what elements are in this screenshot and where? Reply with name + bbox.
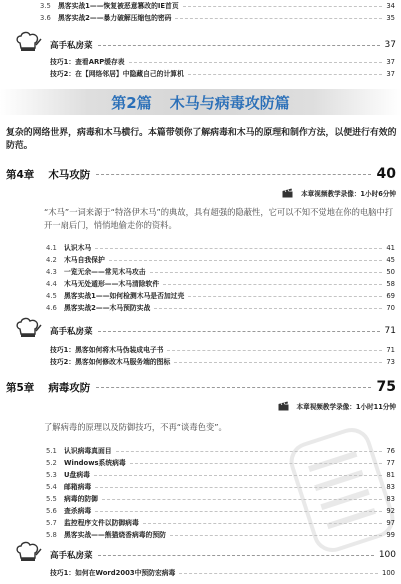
chapter-title: 木马攻防 xyxy=(48,168,91,181)
part-intro: 复杂的网络世界，病毒和木马横行。本篇带领你了解病毒和木马的原理和制作方法，以便进行有效的防范。 xyxy=(6,128,397,151)
page-number: 71 xyxy=(386,346,395,354)
item-title: 黑客实战1——恢复被恶意篡改的IE首页 xyxy=(58,2,179,10)
chapter-tips-heading[interactable] xyxy=(50,547,396,563)
toc-entry[interactable] xyxy=(46,290,395,302)
toc-entry[interactable] xyxy=(46,302,395,314)
dot-leader xyxy=(179,573,378,574)
toc-entry[interactable] xyxy=(50,567,395,579)
page-number: 83 xyxy=(386,495,395,503)
item-number: 4.5 xyxy=(46,292,57,300)
page-number: 37 xyxy=(386,70,395,78)
page-number: 100 xyxy=(382,569,395,577)
dot-leader xyxy=(96,387,370,388)
item-title: 技巧1：查看ARP缓存表 xyxy=(50,58,125,66)
item-title: U盘病毒 xyxy=(64,471,90,479)
page-number: 45 xyxy=(386,256,395,264)
page-number: 83 xyxy=(386,483,395,491)
toc-entry[interactable] xyxy=(50,68,395,80)
video-duration: 本章视频教学录像：1小时11分钟 xyxy=(296,403,396,411)
toc-entry[interactable] xyxy=(46,529,395,541)
item-title: Windows系统病毒 xyxy=(64,459,126,467)
toc-entry[interactable] xyxy=(46,493,395,505)
item-number: 5.4 xyxy=(46,483,57,491)
page-number: 73 xyxy=(386,358,395,366)
chapter-page: 75 xyxy=(376,379,396,395)
chapter-page: 40 xyxy=(376,166,396,182)
chapter-intro: 了解病毒的原理以及防御技巧，不再“谈毒色变”。 xyxy=(44,422,227,432)
dot-leader xyxy=(98,555,374,556)
film-clapper-icon xyxy=(282,188,293,198)
tips-heading-label: 高手私房菜 xyxy=(50,327,93,337)
item-number: 4.6 xyxy=(46,304,57,312)
page-number: 58 xyxy=(386,280,395,288)
item-title: 黑客实战——熊猫烧香病毒的预防 xyxy=(64,531,166,539)
toc-entry[interactable] xyxy=(46,481,395,493)
page-number: 37 xyxy=(386,58,395,66)
page-number: 76 xyxy=(386,447,395,455)
dot-leader xyxy=(130,463,383,464)
dot-leader xyxy=(95,248,382,249)
item-number: 5.7 xyxy=(46,519,57,527)
item-title: 技巧2：黑客如何修改木马服务端的图标 xyxy=(50,358,171,366)
chef-hat-icon xyxy=(14,316,42,344)
page-number: 71 xyxy=(384,326,396,336)
toc-entry[interactable] xyxy=(46,266,395,278)
chapter-heading[interactable] xyxy=(6,377,396,397)
part-label: 第2篇 xyxy=(111,93,152,112)
chapter-items xyxy=(46,445,395,541)
item-title: 认识木马 xyxy=(64,244,92,252)
dot-leader xyxy=(170,535,382,536)
chapter-heading[interactable] xyxy=(6,164,396,184)
item-title: 一览无余——常见木马攻击 xyxy=(64,268,146,276)
video-info xyxy=(278,400,396,412)
chapter-tips-items xyxy=(50,567,395,579)
chapter-tips-items xyxy=(50,344,395,368)
toc-entry[interactable] xyxy=(40,12,395,24)
dot-leader xyxy=(163,284,382,285)
chapter-intro: “木马”一词来源于“特洛伊木马”的典故，具有超强的隐蔽性，它可以不知不觉地在你的电脑中打开一扇后门，悄悄地偷走你的资料。 xyxy=(44,207,394,230)
prev-tips-heading[interactable] xyxy=(50,37,396,53)
item-title: 技巧1：黑客如何将木马伪装成电子书 xyxy=(50,346,164,354)
dot-leader xyxy=(143,523,383,524)
item-title: 黑客实战2——木马预防实战 xyxy=(64,304,151,312)
dot-leader xyxy=(98,45,380,46)
item-number: 4.3 xyxy=(46,268,57,276)
chef-hat-icon xyxy=(14,30,42,58)
video-duration: 本章视频教学录像：1小时6分钟 xyxy=(301,190,396,198)
item-number: 5.2 xyxy=(46,459,57,467)
dot-leader xyxy=(129,62,383,63)
item-number: 5.1 xyxy=(46,447,57,455)
dot-leader xyxy=(95,487,382,488)
toc-entry[interactable] xyxy=(46,469,395,481)
chef-hat-icon xyxy=(14,540,42,568)
dot-leader xyxy=(94,475,382,476)
item-number: 5.6 xyxy=(46,507,57,515)
chapter-label: 第5章 xyxy=(6,381,35,394)
page-number: 70 xyxy=(386,304,395,312)
item-number: 5.5 xyxy=(46,495,57,503)
prev-chapter-items xyxy=(40,0,395,24)
item-title: 木马自我保护 xyxy=(64,256,105,264)
page-number: 81 xyxy=(386,471,395,479)
item-title: 病毒的防御 xyxy=(64,495,98,503)
page-number: 92 xyxy=(386,507,395,515)
toc-entry[interactable] xyxy=(40,0,395,12)
page-number: 97 xyxy=(386,519,395,527)
dot-leader xyxy=(95,511,382,512)
page-number: 100 xyxy=(378,550,396,560)
chapter-items xyxy=(46,242,395,314)
film-clapper-icon xyxy=(278,401,289,411)
toc-entry[interactable] xyxy=(50,56,395,68)
item-number: 5.8 xyxy=(46,531,57,539)
dot-leader xyxy=(167,350,382,351)
chapter-title: 病毒攻防 xyxy=(48,381,91,394)
page-number: 69 xyxy=(386,292,395,300)
video-info xyxy=(282,187,396,199)
dot-leader xyxy=(154,308,382,309)
toc-entry[interactable] xyxy=(46,278,395,290)
toc-entry[interactable] xyxy=(46,254,395,266)
page-number: 35 xyxy=(386,14,395,22)
item-title: 黑客实战1——如何检测木马是否加过壳 xyxy=(64,292,185,300)
item-title: 监控程序文件以防御病毒 xyxy=(64,519,139,527)
item-number: 4.2 xyxy=(46,256,57,264)
page-number: 99 xyxy=(386,531,395,539)
toc-entry[interactable] xyxy=(50,344,395,356)
item-title: 技巧2：在【网络邻居】中隐藏自己的计算机 xyxy=(50,70,184,78)
dot-leader xyxy=(188,296,382,297)
dot-leader xyxy=(183,6,383,7)
item-title: 邮箱病毒 xyxy=(64,483,92,491)
dot-leader xyxy=(98,331,380,332)
item-number: 5.3 xyxy=(46,471,57,479)
dot-leader xyxy=(188,74,382,75)
toc-entry[interactable] xyxy=(46,505,395,517)
item-number: 4.4 xyxy=(46,280,57,288)
page-number: 34 xyxy=(386,2,395,10)
chapter-label: 第4章 xyxy=(6,168,35,181)
toc-entry[interactable] xyxy=(46,517,395,529)
toc-entry[interactable] xyxy=(46,242,395,254)
item-number: 3.5 xyxy=(40,2,51,10)
toc-entry[interactable] xyxy=(50,356,395,368)
toc-entry[interactable] xyxy=(46,457,395,469)
part-heading xyxy=(0,89,401,115)
item-number: 4.1 xyxy=(46,244,57,252)
item-title: 木马无处遁形——木马清除软件 xyxy=(64,280,160,288)
dot-leader xyxy=(175,18,382,19)
item-title: 技巧1：如何在Word2003中预防宏病毒 xyxy=(50,569,176,577)
dot-leader xyxy=(102,499,382,500)
page-number: 77 xyxy=(386,459,395,467)
toc-entry[interactable] xyxy=(46,445,395,457)
dot-leader xyxy=(116,451,383,452)
tips-heading-label: 高手私房菜 xyxy=(50,41,93,51)
page-number: 50 xyxy=(386,268,395,276)
page-number: 41 xyxy=(386,244,395,252)
item-title: 黑客实战2——暴力破解压缩包的密码 xyxy=(58,14,172,22)
prev-tips-items xyxy=(50,56,395,80)
dot-leader xyxy=(150,272,383,273)
part-title: 木马与病毒攻防篇 xyxy=(169,93,290,112)
tips-heading-label: 高手私房菜 xyxy=(50,551,93,561)
dot-leader xyxy=(174,362,382,363)
page-number: 37 xyxy=(384,40,396,50)
item-title: 查杀病毒 xyxy=(64,507,92,515)
dot-leader xyxy=(96,174,370,175)
item-number: 3.6 xyxy=(40,14,51,22)
item-title: 认识病毒真面目 xyxy=(64,447,112,455)
chapter-tips-heading[interactable] xyxy=(50,323,396,339)
dot-leader xyxy=(109,260,383,261)
